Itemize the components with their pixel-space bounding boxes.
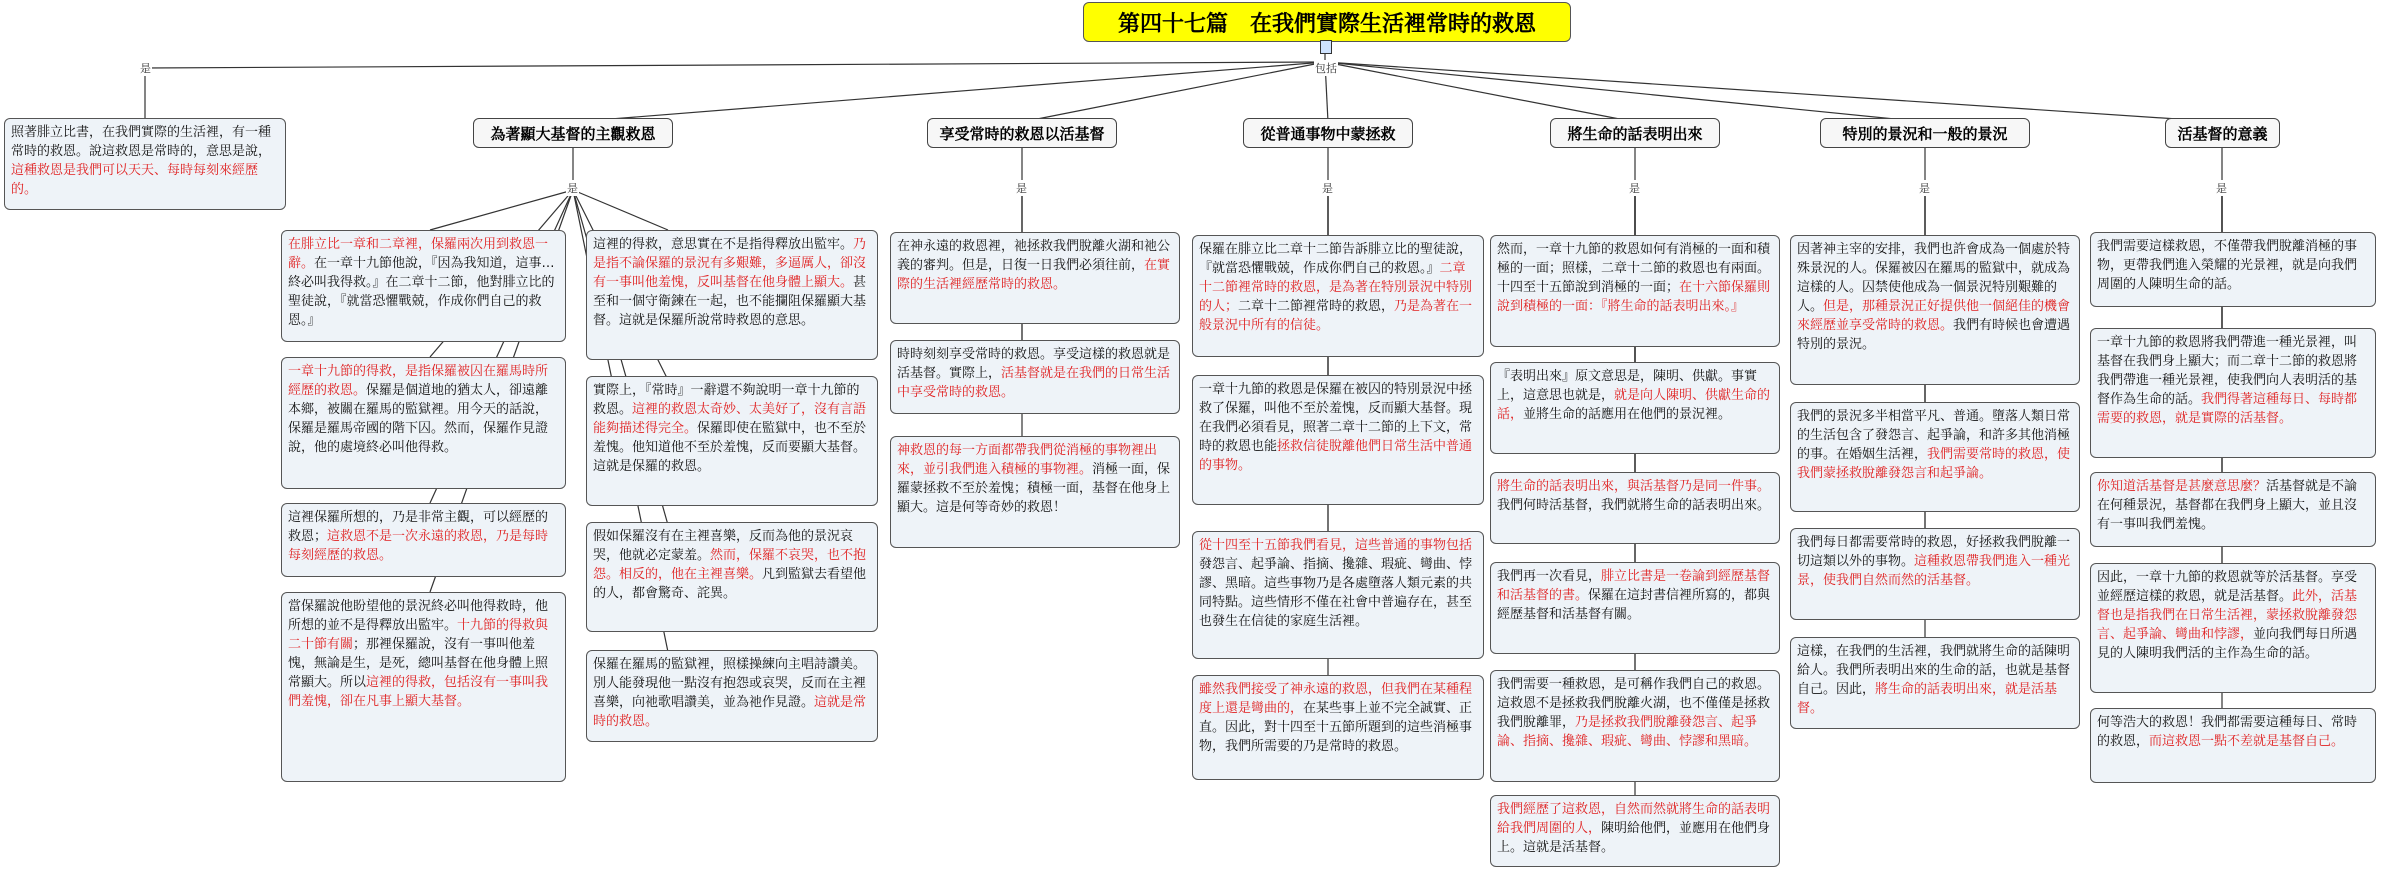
highlight-text: 我們需要常時的救恩，使我們蒙拯救脫離發怨言和起爭論。 <box>1797 447 2071 481</box>
branch-header-3[interactable]: 從普通事物中蒙拯救 <box>1243 118 1413 148</box>
body-text: 我們的景況多半相當平凡、普通。墮落人類日常的生活包含了發怨言、起爭論，和許多其他消極的事。在婚姻生活裡， <box>1797 409 2071 462</box>
highlight-text: 將生命的話表明出來，就是活基督。 <box>1797 682 2058 716</box>
highlight-text: 而這救恩一點不差就是基督自己。 <box>2149 734 2345 749</box>
node-b3b <box>1192 375 1484 505</box>
branch-label-3: 是 <box>1322 182 1333 195</box>
node-b5a <box>1790 235 2080 385</box>
branch-label-2: 是 <box>1016 182 1027 195</box>
node-b5c <box>1790 528 2080 620</box>
highlight-text: 就是向人陳明、供獻生命的話， <box>1497 388 1771 422</box>
body-text: 保羅在腓立比二章十二節告訴腓立比的聖徒說，『就當恐懼戰兢，作成你們自己的救恩。』 <box>1199 242 1473 276</box>
highlight-text: 神救恩的每一方面都帶我們從消極的事物裡出來，並引我們進入積極的事物裡。 <box>897 443 1158 477</box>
node-b5d <box>1790 637 2080 729</box>
body-text: 我們有時候也會遭遇特別的景況。 <box>1797 318 2071 352</box>
branch-label-4: 是 <box>1629 182 1640 195</box>
highlight-text: 這裡的得救，包括沒有一事叫我們羞愧，卻在凡事上顯大基督。 <box>288 675 549 709</box>
node-b6e <box>2090 708 2376 783</box>
body-text: 假如保羅沒有在主裡喜樂，反而為他的景況哀哭，他就必定蒙羞。 <box>593 529 854 563</box>
node-b3c <box>1192 531 1484 659</box>
root-label-right: 包括 <box>1315 62 1337 75</box>
body-text: ；那裡保羅說，沒有一事叫他羞愧，無論是生，是死，總叫基督在他身體上照常顯大。所以 <box>288 637 549 690</box>
body-text: 我們需要這樣救恩，不僅帶我們脫離消極的事物，更帶我們進入榮耀的光景裡，就是向我們周圍的人陳明生命的話。 <box>2097 239 2358 292</box>
body-text: 這樣，在我們的生活裡，我們就將生命的話陳明給人。我們所表明出來的生命的話，也就是基督自己。因此， <box>1797 644 2071 697</box>
body-text: 照著腓立比書，在我們實際的生活裡，有一種常時的救恩。說這救恩是常時的，意思是說， <box>11 125 272 159</box>
body-text: 『表明出來』原文意思是，陳明、供獻。事實上，這意思也就是， <box>1497 369 1758 403</box>
node-b1a <box>281 230 566 342</box>
node-b6b <box>2090 328 2376 458</box>
body-text: 一章十九節的救恩是保羅在被囚的特別景況中拯救了保羅，叫他不至於羞愧，反而顯大基督。現在我們必須看見，照著二章十二節的上下文，常時的救恩也能 <box>1199 382 1473 454</box>
highlight-text: 然而，保羅不哀哭，也不抱怨。相反的，他在主裡喜樂。 <box>593 548 867 582</box>
highlight-text: 在實際的生活裡經歷常時的救恩。 <box>897 258 1171 292</box>
highlight-text: 此外，活基督也是指我們在日常生活裡，蒙拯救脫離發怨言、起爭論、彎曲和悖謬， <box>2097 589 2358 642</box>
highlight-text: 雖然我們接受了神永遠的救恩，但我們在某種程度上還是彎曲的， <box>1199 682 1473 716</box>
highlight-text: 這裡的救恩太奇妙、太美好了，沒有言語能夠描述得完全。 <box>593 402 867 436</box>
highlight-text: 腓立比書是一卷論到經歷基督和活基督的書。 <box>1497 569 1771 603</box>
highlight-text: 我們得著這種每日、每時都需要的救恩，就是實際的活基督。 <box>2097 392 2358 426</box>
node-b1d <box>281 592 566 782</box>
branch-header-2[interactable]: 享受常時的救恩以活基督 <box>927 118 1117 148</box>
highlight-text: 活基督就是在我們的日常生活中享受常時的救恩。 <box>897 366 1171 400</box>
body-text: 發怨言、起爭論、指摘、攙雜、瑕疵、彎曲、悖謬、黑暗。這些事物乃是各處墮落人類元素的共同特點。這些情形不僅在社會中普遍存在，甚至也發生在信徒的家庭生活裡。 <box>1199 557 1473 629</box>
node-b4f <box>1490 795 1780 867</box>
body-text: 並將生命的話應用在他們的景況裡。 <box>1523 407 1732 422</box>
body-text: 我們何時活基督，我們就將生命的話表明出來。 <box>1497 498 1771 513</box>
highlight-text: 這就是常時的救恩。 <box>593 695 867 729</box>
node-b4a <box>1490 235 1780 347</box>
node-b4c <box>1490 472 1780 544</box>
highlight-text: 將生命的話表明出來，與活基督乃是同一件事。 <box>1497 479 1771 494</box>
node-b5b <box>1790 402 2080 512</box>
body-text: 因著神主宰的安排，我們也許會成為一個處於特殊景況的人。保羅被囚在羅馬的監獄中，就成為這樣的人。囚禁使他成為一個景況特別艱難的人。 <box>1797 242 2071 314</box>
highlight-text: 但是，那種景況正好提供他一個絕佳的機會來經歷並享受常時的救恩。 <box>1797 299 2071 333</box>
node-b6d <box>2090 563 2376 693</box>
body-text: 消極一面，保羅蒙拯救不至於羞愧；積極一面，基督在他身上顯大。這是何等奇妙的救恩！ <box>897 462 1171 515</box>
node-b6a <box>2090 232 2376 307</box>
body-text: 並向我們每日所遇見的人陳明我們活的主作為生命的話。 <box>2097 627 2358 661</box>
highlight-text: 乃是為著在一般景況中所有的信徒。 <box>1199 299 1473 333</box>
node-b3a <box>1192 235 1484 357</box>
branch-label-6: 是 <box>2216 182 2227 195</box>
node-b3d <box>1192 675 1484 780</box>
body-text: 在某些事上並不完全誠實、正直。因此，對十四至十五節所題到的這些消極事物，我們所需要的乃是常時的救恩。 <box>1199 701 1473 754</box>
node-b6c <box>2090 472 2376 547</box>
highlight-text: 這救恩不是一次永遠的救恩，乃是每時每刻經歷的救恩。 <box>288 529 549 563</box>
branch-header-5[interactable]: 特別的景況和一般的景況 <box>1820 118 2030 148</box>
body-text: 我們需要一種救恩，是可稱作我們自己的救恩。這救恩不是拯救我們脫離火湖，也不僅僅是拯救我們脫離罪， <box>1497 677 1771 730</box>
body-text: 我們再一次看見， <box>1497 569 1602 584</box>
node-b4e <box>1490 670 1780 782</box>
body-text: 然而，一章十九節的救恩如何有消極的一面和積極的一面；照樣，二章十二節的救恩也有兩面。十四至十五節說到消極的一面； <box>1497 242 1771 295</box>
body-text: 因此，一章十九節的救恩就等於活基督。享受並經歷這樣的救恩，就是活基督。 <box>2097 570 2358 604</box>
node-b2b <box>890 340 1180 414</box>
branch-header-1[interactable]: 為著顯大基督的主觀救恩 <box>473 118 673 148</box>
branch-header-6[interactable]: 活基督的意義 <box>2165 118 2280 148</box>
body-text: 實際上，『常時』一辭還不夠說明一章十九節的救恩。 <box>593 383 860 417</box>
node-b4d <box>1490 562 1780 654</box>
map-title: 第四十七篇 在我們實際生活裡常時的救恩 <box>1083 2 1571 42</box>
node-b1e <box>586 230 878 360</box>
branch-label-1: 是 <box>567 182 578 195</box>
body-text: 這裡的得救，意思實在不是指得釋放出監牢。 <box>593 237 854 252</box>
highlight-text: 乃是指不論保羅的景況有多艱難，多逼厲人，卻沒有一事叫他羞愧，反叫基督在他身體上顯大。 <box>593 237 867 290</box>
body-text: 陳明給他們，並應用在他們身上。這就是活基督。 <box>1497 821 1771 855</box>
highlight-text: 乃是拯救我們脫離發怨言、起爭論、指摘、攙雜、瑕疵、彎曲、悖謬和黑暗。 <box>1497 715 1758 749</box>
highlight-text: 你知道活基督是甚麼意思麼？ <box>2097 479 2267 494</box>
body-text: 當保羅說他盼望他的景況終必叫他得救時，他所想的並不是得釋放出監牢。 <box>288 599 549 633</box>
highlight-text: 二章十二節裡常時的救恩，是為著在特別景況中特別的人； <box>1199 261 1473 314</box>
body-text: 保羅是個道地的猶太人，卻遠離本鄉，被關在羅馬的監獄裡。用今天的話說，保羅是羅馬帝國的階下囚。然而，保羅作見證說，他的處境終必叫他得救。 <box>288 383 549 455</box>
highlight-text: 在十六節保羅則說到積極的一面：『將生命的話表明出來。』 <box>1497 280 1771 314</box>
branch-label-5: 是 <box>1919 182 1930 195</box>
body-text: 保羅即使在監獄中，也不至於羞愧。他知道他不至於羞愧，反而要顯大基督。這就是保羅的救恩。 <box>593 421 867 474</box>
node-b1g <box>586 522 878 632</box>
body-text: 在神永遠的救恩裡，祂拯救我們脫離火湖和祂公義的審判。但是，日復一日我們必須往前， <box>897 239 1171 273</box>
highlight-text: 這種救恩帶我們進入一種光景，使我們自然而然的活基督。 <box>1797 554 2071 588</box>
node-b1c <box>281 503 566 577</box>
node-b4b <box>1490 362 1780 454</box>
highlight-text: 拯救信徒脫離他們日常生活中普通的事物。 <box>1199 439 1473 473</box>
body-text: 凡到監獄去看望他的人，都會驚奇、詫異。 <box>593 567 867 601</box>
node-b1h <box>586 650 878 742</box>
highlight-text: 十九節的得救與二十節有關 <box>288 618 549 652</box>
body-text: 時時刻刻享受常時的救恩。享受這樣的救恩就是活基督。實際上， <box>897 347 1171 381</box>
body-text: 這裡保羅所想的，乃是非常主觀，可以經歷的救恩； <box>288 510 549 544</box>
node-b2c <box>890 436 1180 548</box>
body-text: 保羅在羅馬的監獄裡，照樣操練向主唱詩讚美。別人能發現他一點沒有抱怨或哀哭，反而在主裡喜樂，向祂歌唱讚美，並為祂作見證。 <box>593 657 867 710</box>
root-label-left: 是 <box>140 62 151 75</box>
branch-header-4[interactable]: 將生命的話表明出來 <box>1550 118 1720 148</box>
body-text: 二章十二節裡常時的救恩， <box>1238 299 1395 314</box>
body-text: 甚至和一個守衛鍊在一起，也不能攔阻保羅顯大基督。這就是保羅所說常時救恩的意思。 <box>593 275 867 328</box>
body-text: 在一章十九節他說，『因為我知道，這事…終必叫我得救。』在二章十二節，他對腓立比的聖徒說，『就當恐懼戰兢，作成你們自己的救恩。』 <box>288 256 555 328</box>
highlight-text: 我們經歷了這救恩，自然而然就將生命的話表明給我們周圍的人， <box>1497 802 1771 836</box>
highlight-text: 一章十九節的得救，是指保羅被囚在羅馬時所經歷的救恩。 <box>288 364 549 398</box>
body-text: 我們每日都需要常時的救恩，好拯救我們脫離一切這類以外的事物。 <box>1797 535 2071 569</box>
body-text: 一章十九節的救恩將我們帶進一種光景裡，叫基督在我們身上顯大；而二章十二節的救恩將我們帶進一種光景裡，使我們向人表明活的基督作為生命的話。 <box>2097 335 2358 407</box>
highlight-text: 在腓立比一章和二章裡，保羅兩次用到救恩一辭。 <box>288 237 549 271</box>
body-text: 活基督就是不論在何種景況，基督都在我們身上顯大，並且沒有一事叫我們羞愧。 <box>2097 479 2358 532</box>
highlight-text: 從十四至十五節我們看見，這些普通的事物包括 <box>1199 538 1473 553</box>
node-b1f <box>586 376 878 506</box>
body-text: 保羅在這封書信裡所寫的，都與經歷基督和活基督有關。 <box>1497 588 1771 622</box>
highlight-text: 這種救恩是我們可以天天、每時每刻來經歷的。 <box>11 163 259 197</box>
node-b1b <box>281 357 566 489</box>
body-text: 何等浩大的救恩！我們都需要這種每日、常時的救恩， <box>2097 715 2358 749</box>
root-expand-icon[interactable] <box>1320 40 1332 54</box>
node-b2a <box>890 232 1180 324</box>
intro-node <box>4 118 286 210</box>
